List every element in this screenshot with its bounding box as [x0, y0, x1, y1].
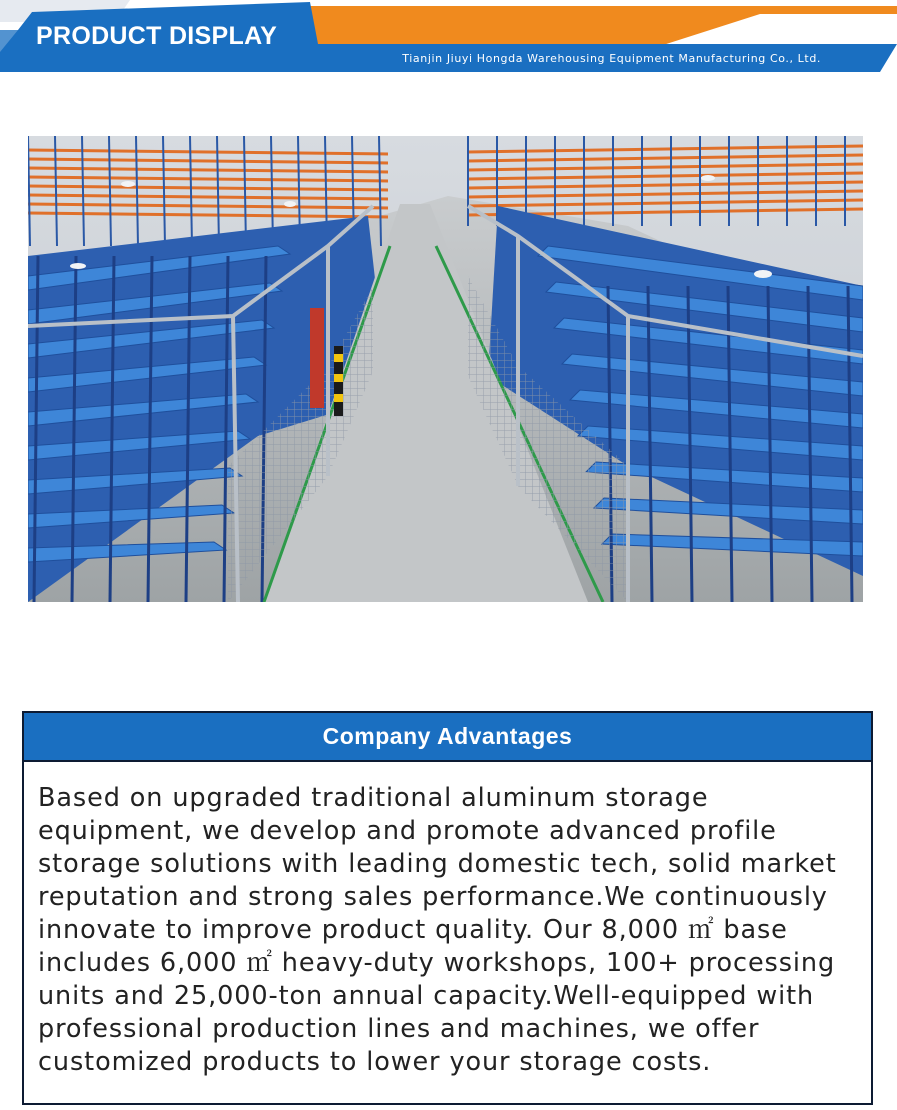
warehouse-illustration [28, 136, 863, 602]
company-advantages-panel [22, 711, 873, 1105]
company-name: Tianjin Jiuyi Hongda Warehousing Equipment Manufacturing Co., Ltd. [402, 52, 821, 65]
advantages-header [24, 713, 871, 762]
advantages-heading: Company Advantages [322, 723, 573, 749]
advantages-text: Based on upgraded traditional aluminum storage equipment, we develop and promote advanced profile storage solutions with leading domestic tech, solid market reputation and strong sales performance.We continuously innovate to improve product quality. Our 8,000 ㎡ base includes 6,000 ㎡ heavy-duty workshops, 100+ processing units and 25,000-ton annual capacity.Well-equipped with professional production lines and machines, we offer customized products to lower your storage costs. [38, 783, 837, 1077]
warehouse-shelving-photo [28, 136, 863, 602]
header-banner [0, 0, 897, 72]
page-title: PRODUCT DISPLAY [36, 22, 278, 50]
